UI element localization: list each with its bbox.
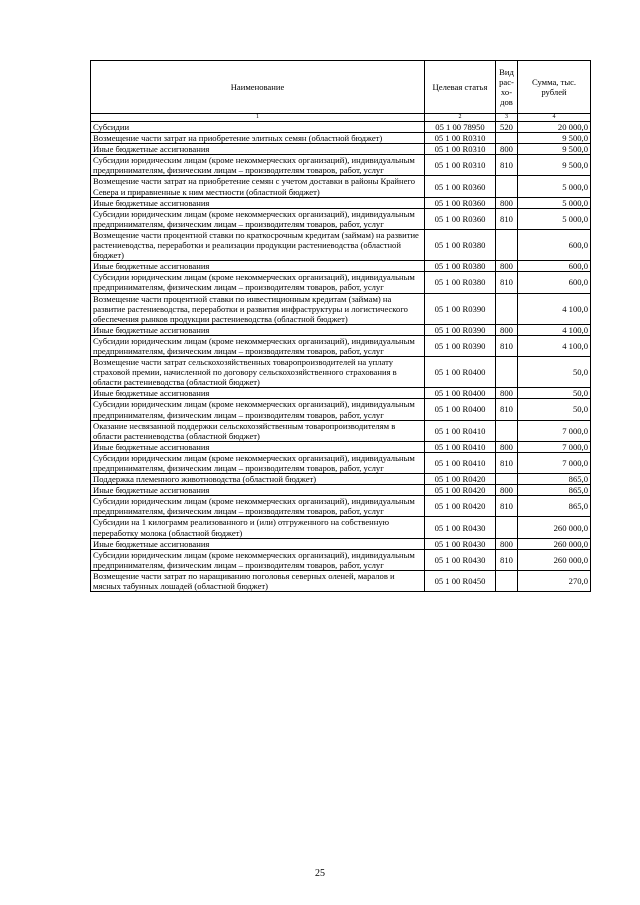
table-row: [91, 441, 591, 452]
row-target-article-cell: 05 1 00 R0390: [425, 324, 496, 335]
row-name-cell: Субсидии юридическим лицам (кроме некоммерческих организаций), индивидуальным предпринимателям, физическим лицам – производителям товаров, работ, услуг: [91, 452, 425, 473]
row-target-article-cell: 05 1 00 R0390: [425, 335, 496, 356]
row-expense-type-cell: [496, 133, 518, 144]
row-target-article-cell: 05 1 00 R0360: [425, 208, 496, 229]
header-amount: Сумма, тыс. рублей: [518, 61, 591, 114]
row-expense-type-cell: [496, 229, 518, 260]
row-target-article-cell: 05 1 00 R0420: [425, 485, 496, 496]
table-row: [91, 197, 591, 208]
row-amount-cell: 5 000,0: [518, 208, 591, 229]
row-expense-type-cell: 800: [496, 144, 518, 155]
table-row: [91, 452, 591, 473]
row-target-article-cell: 05 1 00 R0310: [425, 133, 496, 144]
table-body: [91, 122, 591, 592]
row-name-cell: Иные бюджетные ассигнования: [91, 538, 425, 549]
row-expense-type-cell: 810: [496, 399, 518, 420]
row-amount-cell: 50,0: [518, 388, 591, 399]
row-amount-cell: 9 500,0: [518, 144, 591, 155]
row-name-cell: Субсидии юридическим лицам (кроме некоммерческих организаций), индивидуальным предпринимателям, физическим лицам – производителям товаров, работ, услуг: [91, 272, 425, 293]
column-number: 4: [518, 114, 591, 122]
row-amount-cell: 260 000,0: [518, 538, 591, 549]
row-amount-cell: 9 500,0: [518, 155, 591, 176]
row-name-cell: Субсидии на 1 килограмм реализованного и (или) отгруженного на собственную переработку молока (областной бюджет): [91, 517, 425, 538]
row-amount-cell: 865,0: [518, 496, 591, 517]
page-number: 25: [315, 868, 325, 879]
row-expense-type-cell: 810: [496, 272, 518, 293]
row-amount-cell: 5 000,0: [518, 197, 591, 208]
table-row: [91, 293, 591, 324]
row-amount-cell: 600,0: [518, 261, 591, 272]
table-row: [91, 357, 591, 388]
table-row: [91, 420, 591, 441]
table-header-row: [91, 61, 591, 114]
row-name-cell: Иные бюджетные ассигнования: [91, 485, 425, 496]
table-row: [91, 155, 591, 176]
row-amount-cell: 865,0: [518, 474, 591, 485]
row-name-cell: Субсидии юридическим лицам (кроме некоммерческих организаций), индивидуальным предпринимателям, физическим лицам – производителям товаров, работ, услуг: [91, 399, 425, 420]
row-target-article-cell: 05 1 00 R0400: [425, 357, 496, 388]
row-amount-cell: 9 500,0: [518, 133, 591, 144]
row-expense-type-cell: 810: [496, 496, 518, 517]
row-expense-type-cell: [496, 293, 518, 324]
table-row: [91, 570, 591, 591]
table-row: [91, 122, 591, 133]
row-expense-type-cell: 800: [496, 261, 518, 272]
row-expense-type-cell: 810: [496, 335, 518, 356]
table-row: [91, 517, 591, 538]
row-amount-cell: 20 000,0: [518, 122, 591, 133]
row-amount-cell: 7 000,0: [518, 452, 591, 473]
row-name-cell: Возмещение части затрат на приобретение элитных семян (областной бюджет): [91, 133, 425, 144]
row-target-article-cell: 05 1 00 R0380: [425, 229, 496, 260]
header-name: Наименование: [91, 61, 425, 114]
row-name-cell: Возмещение части процентной ставки по краткосрочным кредитам (займам) на развитие растениеводства, переработки и реализации продукции растениеводства (областной бюджет): [91, 229, 425, 260]
header-expense-type: Вид рас-хо-дов: [496, 61, 518, 114]
table-row: [91, 538, 591, 549]
table-row: [91, 261, 591, 272]
row-target-article-cell: 05 1 00 R0420: [425, 474, 496, 485]
row-amount-cell: 4 100,0: [518, 293, 591, 324]
row-target-article-cell: 05 1 00 R0450: [425, 570, 496, 591]
table-row: [91, 272, 591, 293]
table-row: [91, 388, 591, 399]
row-name-cell: Возмещение части процентной ставки по инвестиционным кредитам (займам) на развитие растениеводства, переработки и развития инфраструктуры и логистического обеспечения рынков продукции растениеводства (областной бюджет): [91, 293, 425, 324]
row-name-cell: Иные бюджетные ассигнования: [91, 441, 425, 452]
row-target-article-cell: 05 1 00 R0410: [425, 441, 496, 452]
row-expense-type-cell: [496, 420, 518, 441]
row-amount-cell: 50,0: [518, 399, 591, 420]
row-target-article-cell: 05 1 00 R0410: [425, 452, 496, 473]
row-name-cell: Возмещение части затрат по наращиванию поголовья северных оленей, маралов и мясных табунных лошадей (областной бюджет): [91, 570, 425, 591]
table-row: [91, 549, 591, 570]
row-amount-cell: 260 000,0: [518, 549, 591, 570]
row-expense-type-cell: [496, 474, 518, 485]
column-number: 3: [496, 114, 518, 122]
row-amount-cell: 4 100,0: [518, 324, 591, 335]
row-target-article-cell: 05 1 00 R0310: [425, 144, 496, 155]
row-expense-type-cell: [496, 176, 518, 197]
row-amount-cell: 7 000,0: [518, 420, 591, 441]
row-expense-type-cell: 800: [496, 197, 518, 208]
row-target-article-cell: 05 1 00 R0390: [425, 293, 496, 324]
row-target-article-cell: 05 1 00 R0430: [425, 549, 496, 570]
row-target-article-cell: 05 1 00 R0400: [425, 399, 496, 420]
row-target-article-cell: 05 1 00 R0430: [425, 517, 496, 538]
column-number: 1: [91, 114, 425, 122]
row-name-cell: Иные бюджетные ассигнования: [91, 388, 425, 399]
row-name-cell: Субсидии юридическим лицам (кроме некоммерческих организаций), индивидуальным предпринимателям, физическим лицам – производителям товаров, работ, услуг: [91, 208, 425, 229]
row-target-article-cell: 05 1 00 R0360: [425, 176, 496, 197]
row-target-article-cell: 05 1 00 R0410: [425, 420, 496, 441]
row-amount-cell: 600,0: [518, 272, 591, 293]
table-row: [91, 324, 591, 335]
budget-table: [90, 60, 591, 592]
table-row: [91, 208, 591, 229]
row-name-cell: Иные бюджетные ассигнования: [91, 261, 425, 272]
row-target-article-cell: 05 1 00 R0380: [425, 272, 496, 293]
row-expense-type-cell: 800: [496, 388, 518, 399]
table-row: [91, 496, 591, 517]
row-name-cell: Оказание несвязанной поддержки сельскохозяйственным товаропроизводителям в области растениеводства (областной бюджет): [91, 420, 425, 441]
row-target-article-cell: 05 1 00 R0310: [425, 155, 496, 176]
row-amount-cell: 5 000,0: [518, 176, 591, 197]
row-target-article-cell: 05 1 00 78950: [425, 122, 496, 133]
row-name-cell: Субсидии: [91, 122, 425, 133]
table-row: [91, 229, 591, 260]
row-amount-cell: 270,0: [518, 570, 591, 591]
row-name-cell: Иные бюджетные ассигнования: [91, 197, 425, 208]
table-row: [91, 133, 591, 144]
row-amount-cell: 600,0: [518, 229, 591, 260]
row-expense-type-cell: 810: [496, 452, 518, 473]
row-name-cell: Поддержка племенного животноводства (областной бюджет): [91, 474, 425, 485]
table-row: [91, 335, 591, 356]
row-amount-cell: 260 000,0: [518, 517, 591, 538]
column-number-row: [91, 114, 591, 122]
row-target-article-cell: 05 1 00 R0360: [425, 197, 496, 208]
row-expense-type-cell: 810: [496, 208, 518, 229]
row-expense-type-cell: 520: [496, 122, 518, 133]
row-name-cell: Субсидии юридическим лицам (кроме некоммерческих организаций), индивидуальным предпринимателям, физическим лицам – производителям товаров, работ, услуг: [91, 155, 425, 176]
row-expense-type-cell: 800: [496, 441, 518, 452]
header-target-article: Целевая статья: [425, 61, 496, 114]
row-name-cell: Субсидии юридическим лицам (кроме некоммерческих организаций), индивидуальным предпринимателям, физическим лицам – производителям товаров, работ, услуг: [91, 549, 425, 570]
row-expense-type-cell: 800: [496, 538, 518, 549]
row-name-cell: Субсидии юридическим лицам (кроме некоммерческих организаций), индивидуальным предпринимателям, физическим лицам – производителям товаров, работ, услуг: [91, 496, 425, 517]
row-amount-cell: 865,0: [518, 485, 591, 496]
row-name-cell: Возмещение части затрат на приобретение семян с учетом доставки в районы Крайнего Севера и приравненные к ним местности (областной бюджет): [91, 176, 425, 197]
row-expense-type-cell: 800: [496, 324, 518, 335]
row-amount-cell: 7 000,0: [518, 441, 591, 452]
row-expense-type-cell: 800: [496, 485, 518, 496]
row-target-article-cell: 05 1 00 R0420: [425, 496, 496, 517]
row-expense-type-cell: 810: [496, 549, 518, 570]
row-target-article-cell: 05 1 00 R0400: [425, 388, 496, 399]
row-amount-cell: 50,0: [518, 357, 591, 388]
row-name-cell: Иные бюджетные ассигнования: [91, 324, 425, 335]
row-target-article-cell: 05 1 00 R0380: [425, 261, 496, 272]
column-number: 2: [425, 114, 496, 122]
row-expense-type-cell: [496, 357, 518, 388]
row-expense-type-cell: 810: [496, 155, 518, 176]
table-row: [91, 474, 591, 485]
table-row: [91, 144, 591, 155]
row-expense-type-cell: [496, 517, 518, 538]
row-expense-type-cell: [496, 570, 518, 591]
table-row: [91, 176, 591, 197]
table-row: [91, 399, 591, 420]
row-amount-cell: 4 100,0: [518, 335, 591, 356]
row-name-cell: Возмещение части затрат сельскохозяйственных товаропроизводителей на уплату страховой премии, начисленной по договору сельскохозяйственного страхования в области растениеводства (областной бюджет): [91, 357, 425, 388]
row-target-article-cell: 05 1 00 R0430: [425, 538, 496, 549]
table-row: [91, 485, 591, 496]
row-name-cell: Иные бюджетные ассигнования: [91, 144, 425, 155]
row-name-cell: Субсидии юридическим лицам (кроме некоммерческих организаций), индивидуальным предпринимателям, физическим лицам – производителям товаров, работ, услуг: [91, 335, 425, 356]
